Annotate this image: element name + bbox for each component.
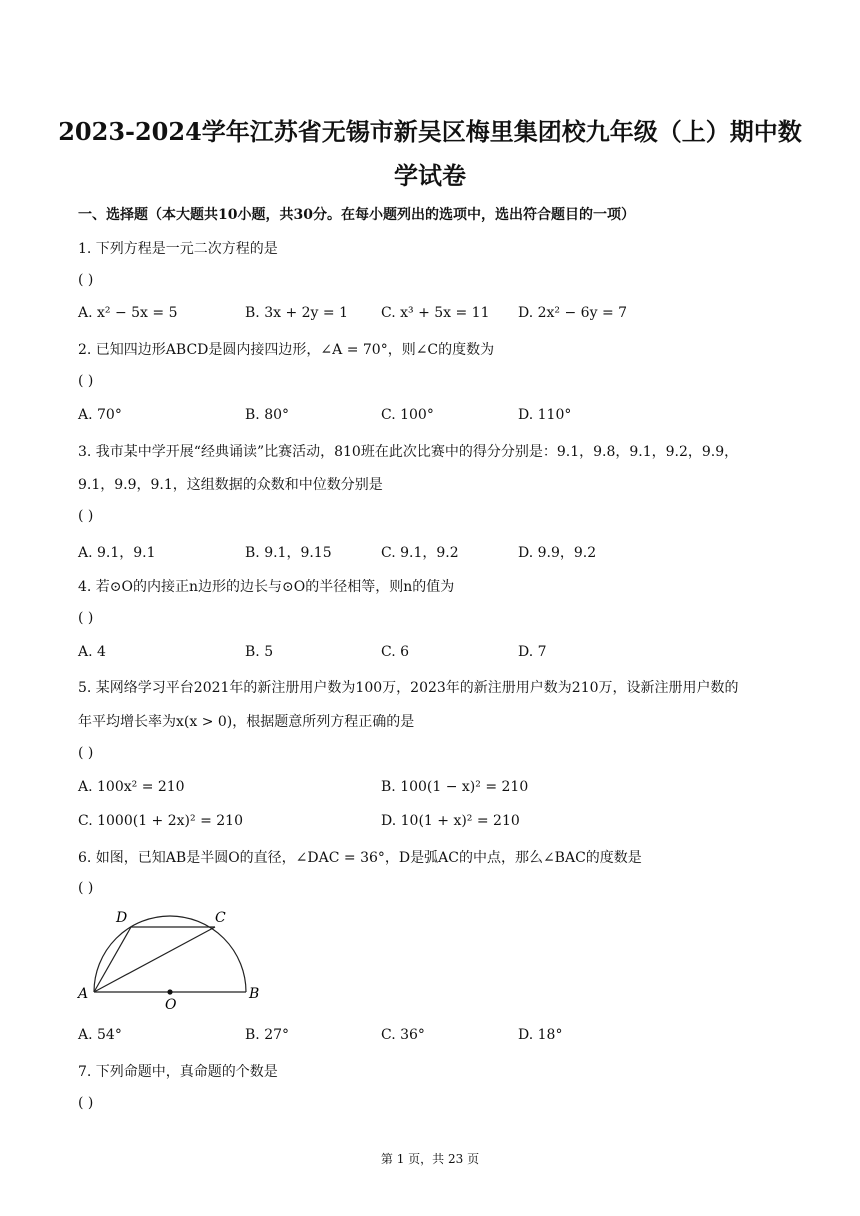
question-6-paren: ( ) [78, 880, 94, 896]
question-6-option-c: C. 36° [381, 1027, 425, 1043]
question-1-stem: 1. 下列方程是一元二次方程的是 [78, 241, 278, 257]
question-6-option-d: D. 18° [518, 1027, 563, 1043]
label-a: A [78, 986, 89, 1002]
question-6-option-b: B. 27° [245, 1027, 290, 1043]
question-6-stem: 6. 如图，已知AB是半圆O的直径，∠DAC = 36°，D是弧AC的中点，那么∠BAC的度数是 [78, 850, 642, 866]
question-2-option-b: B. 80° [245, 407, 290, 423]
label-b: B [249, 986, 260, 1002]
question-3-option-a: A. 9.1，9.1 [78, 545, 156, 561]
question-3-option-b: B. 9.1，9.15 [245, 545, 332, 561]
section-header: 一、选择题（本大题共10小题，共30分。在每小题列出的选项中，选出符合题目的一项） [78, 207, 635, 223]
question-3-stem-line1: 3. 我市某中学开展“经典诵读”比赛活动，810班在此次比赛中的得分分别是：9.1，9.8，9.1，9.2，9.9， [78, 444, 739, 460]
question-1-option-a: A. x² − 5x = 5 [78, 305, 178, 321]
exam-title-line2: 学试卷 [394, 161, 466, 190]
question-5-stem-line1: 5. 某网络学习平台2021年的新注册用户数为100万，2023年的新注册用户数为210万，设新注册用户数的 [78, 680, 739, 696]
question-4-option-a: A. 4 [78, 644, 106, 660]
question-4-stem: 4. 若⊙O的内接正n边形的边长与⊙O的半径相等，则n的值为 [78, 579, 455, 595]
question-5-paren: ( ) [78, 745, 94, 761]
question-6-option-a: A. 54° [78, 1027, 122, 1043]
question-7-stem: 7. 下列命题中，真命题的个数是 [78, 1064, 278, 1080]
exam-title-line1: 2023-2024学年江苏省无锡市新吴区梅里集团校九年级（上）期中数 [58, 117, 802, 146]
page-footer: 第 1 页，共 23 页 [380, 1152, 480, 1166]
question-3-stem-line2: 9.1，9.9，9.1，这组数据的众数和中位数分别是 [78, 477, 383, 493]
center-point-o [167, 989, 172, 994]
question-4-option-b: B. 5 [245, 644, 274, 660]
question-3-option-d: D. 9.9，9.2 [518, 545, 597, 561]
semicircle-figure [76, 906, 276, 1014]
question-5-option-c: C. 1000(1 + 2x)² = 210 [78, 813, 243, 829]
question-4-option-d: D. 7 [518, 644, 547, 660]
question-2-option-c: C. 100° [381, 407, 434, 423]
question-2-paren: ( ) [78, 373, 94, 389]
question-1-option-c: C. x³ + 5x = 11 [381, 305, 490, 321]
question-5-option-b: B. 100(1 − x)² = 210 [381, 779, 529, 795]
question-1-paren: ( ) [78, 272, 94, 288]
label-d: D [116, 910, 128, 926]
question-7-paren: ( ) [78, 1095, 94, 1111]
question-3-option-c: C. 9.1，9.2 [381, 545, 459, 561]
label-o: O [165, 997, 177, 1013]
question-1-option-b: B. 3x + 2y = 1 [245, 305, 348, 321]
question-5-option-a: A. 100x² = 210 [78, 779, 185, 795]
question-4-option-c: C. 6 [381, 644, 410, 660]
question-5-option-d: D. 10(1 + x)² = 210 [381, 813, 520, 829]
question-4-paren: ( ) [78, 610, 94, 626]
question-5-stem-line2: 年平均增长率为x(x > 0)，根据题意所列方程正确的是 [78, 714, 415, 730]
question-3-paren: ( ) [78, 508, 94, 524]
question-2-option-a: A. 70° [78, 407, 122, 423]
question-2-stem: 2. 已知四边形ABCD是圆内接四边形，∠A = 70°，则∠C的度数为 [78, 342, 495, 358]
question-1-option-d: D. 2x² − 6y = 7 [518, 305, 628, 321]
question-2-option-d: D. 110° [518, 407, 572, 423]
label-c: C [215, 910, 226, 926]
